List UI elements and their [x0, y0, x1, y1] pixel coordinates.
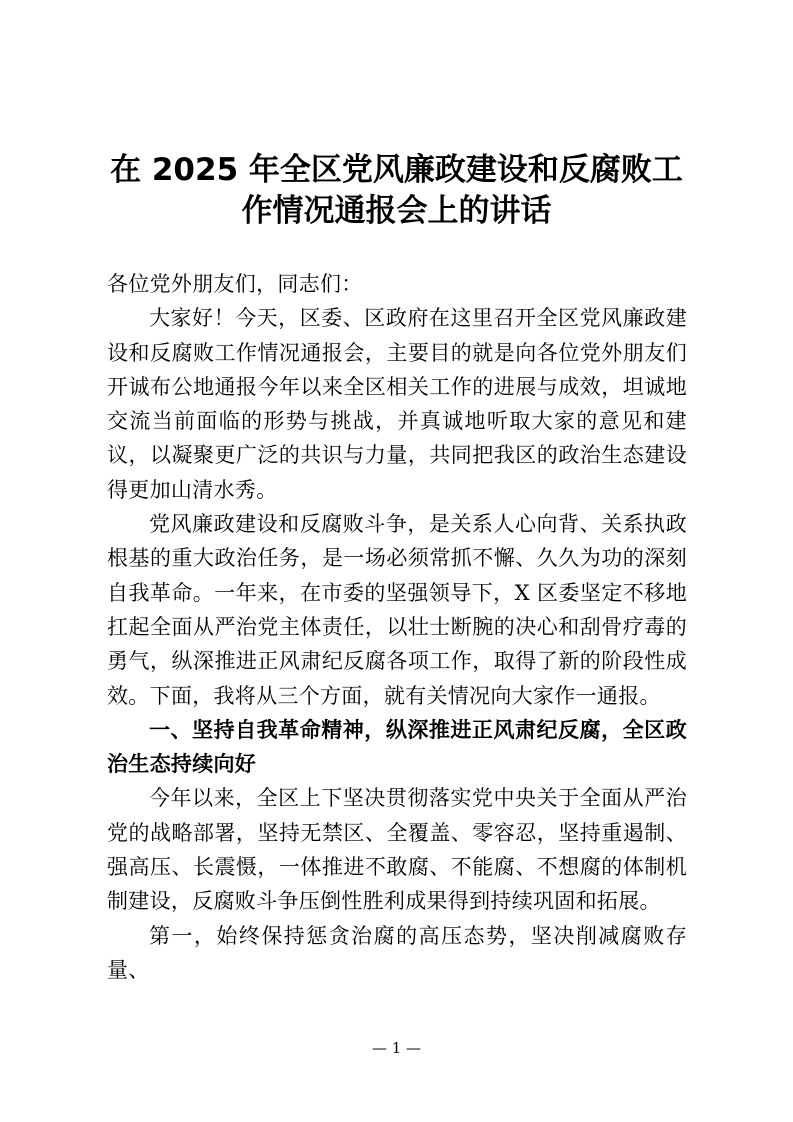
document-body: [107, 267, 687, 987]
section-heading: 一、坚持自我革命精神，纵深推进正风肃纪反腐，全区政治生态持续向好: [107, 716, 687, 777]
paragraph-section-intro: 今年以来，全区上下坚决贯彻落实党中央关于全面从严治党的战略部署，坚持无禁区、全覆盖、零容忍，坚持重遏制、强高压、长震慑，一体推进不敢腐、不能腐、不想腐的体制机制建设，反腐败斗争压倒性胜利成果得到持续巩固和拓展。: [107, 786, 687, 914]
document-title-line-2: 作情况通报会上的讲话: [241, 193, 552, 229]
paragraph-overview: 党风廉政建设和反腐败斗争，是关系人心向背、关系执政根基的重大政治任务，是一场必须常抓不懈、久久为功的深刻自我革命。一年来，在市委的坚强领导下，X 区委坚定不移地扛起全面从严治党主体责任，以壮士断腕的决心和刮骨疗毒的勇气，纵深推进正风肃纪反腐各项工作，取得了新的阶段性成效。下面，我将从三个方面，就有关情况向大家作一通报。: [107, 512, 687, 708]
page-number: — 1 —: [371, 1039, 422, 1057]
paragraph-opening: 大家好！今天，区委、区政府在这里召开全区党风廉政建设和反腐败工作情况通报会，主要目的就是向各位党外朋友们开诚布公地通报今年以来全区相关工作的进展与成效，坦诚地交流当前面临的形势与挑战，并真诚地听取大家的意见和建议，以凝聚更广泛的共识与力量，共同把我区的政治生态建设得更加山清水秀。: [107, 306, 687, 502]
document-title-line-1: 在 2025 年全区党风廉政建设和反腐败工: [110, 152, 683, 188]
paragraph-first-point: 第一，始终保持惩贪治腐的高压态势，坚决削减腐败存量、: [107, 923, 687, 982]
salutation: 各位党外朋友们，同志们：: [107, 272, 363, 296]
